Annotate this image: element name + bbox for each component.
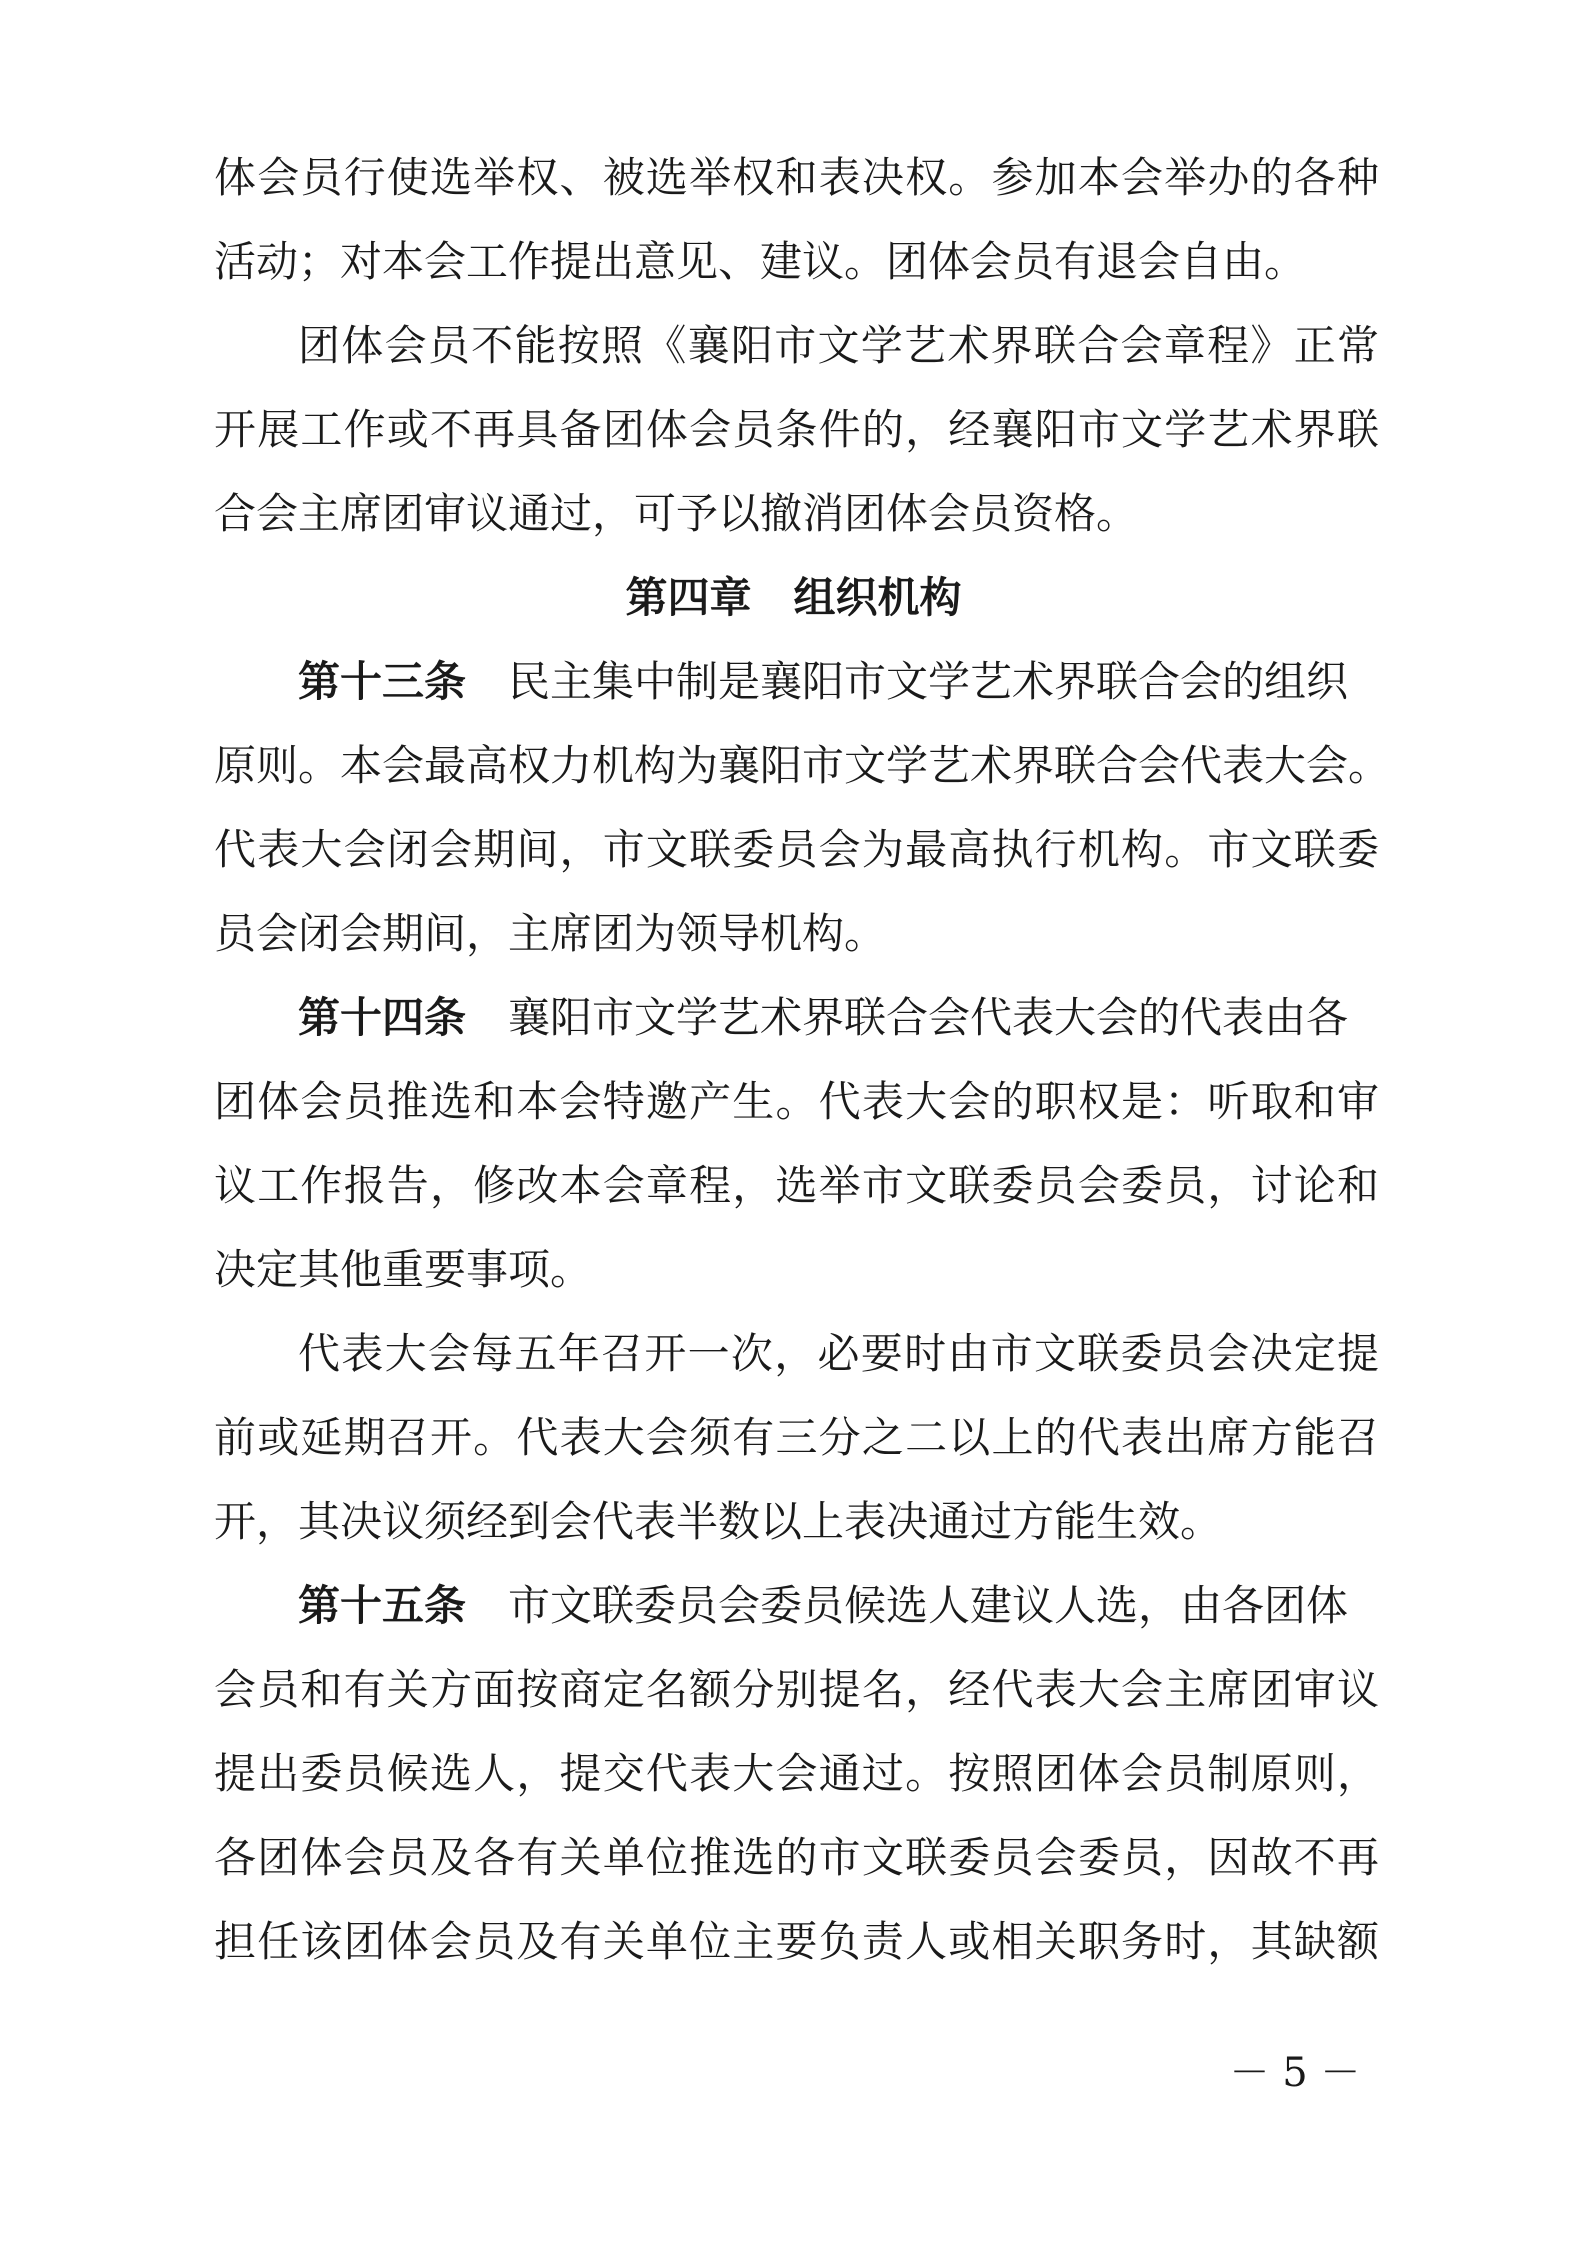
text-line: 提出委员候选人，提交代表大会通过。按照团体会员制原则，	[214, 1749, 1379, 1798]
text-line: 团体会员不能按照《襄阳市文学艺术界联合会章程》正常	[298, 321, 1379, 370]
article-label: 第十三条	[298, 657, 467, 706]
chapter-number: 第四章	[625, 573, 752, 622]
text-line: 各团体会员及各有关单位推选的市文联委员会委员，因故不再	[214, 1833, 1379, 1882]
text-line: 原则。本会最高权力机构为襄阳市文学艺术界联合会代表大会。	[214, 741, 1391, 790]
text-line: 团体会员推选和本会特邀产生。代表大会的职权是：听取和审	[214, 1077, 1379, 1126]
text-line: 前或延期召开。代表大会须有三分之二以上的代表出席方能召	[214, 1413, 1379, 1462]
text-line: 议工作报告，修改本会章程，选举市文联委员会委员，讨论和	[214, 1161, 1379, 1210]
article-label: 第十五条	[298, 1581, 467, 1630]
text-line: 代表大会闭会期间，市文联委员会为最高执行机构。市文联委	[214, 825, 1379, 874]
text-line: 决定其他重要事项。	[214, 1245, 593, 1294]
article-label: 第十四条	[298, 993, 467, 1042]
text-line: 体会员行使选举权、被选举权和表决权。参加本会举办的各种	[214, 153, 1379, 202]
article-text: 民主集中制是襄阳市文学艺术界联合会的组织	[508, 657, 1349, 706]
text-line: 活动；对本会工作提出意见、建议。团体会员有退会自由。	[214, 237, 1307, 286]
text-line: 开，其决议须经到会代表半数以上表决通过方能生效。	[214, 1497, 1223, 1546]
text-line: 开展工作或不再具备团体会员条件的，经襄阳市文学艺术界联	[214, 405, 1379, 454]
article-first-line	[298, 1578, 1379, 1634]
text-line: 代表大会每五年召开一次，必要时由市文联委员会决定提	[298, 1329, 1379, 1378]
article-text: 市文联委员会委员候选人建议人选，由各团体	[508, 1581, 1349, 1630]
article-first-line	[298, 654, 1379, 710]
text-line: 会员和有关方面按商定名额分别提名，经代表大会主席团审议	[214, 1665, 1379, 1714]
page-number: － 5 －	[1229, 2050, 1361, 2096]
text-line: 担任该团体会员及有关单位主要负责人或相关职务时，其缺额	[214, 1917, 1379, 1966]
text-line: 合会主席团审议通过，可予以撤消团体会员资格。	[214, 489, 1139, 538]
text-line: 员会闭会期间，主席团为领导机构。	[214, 909, 887, 958]
article-text: 襄阳市文学艺术界联合会代表大会的代表由各	[508, 993, 1349, 1042]
article-first-line	[298, 990, 1379, 1046]
chapter-title: 组织机构	[793, 573, 962, 622]
chapter-heading	[0, 570, 1587, 626]
